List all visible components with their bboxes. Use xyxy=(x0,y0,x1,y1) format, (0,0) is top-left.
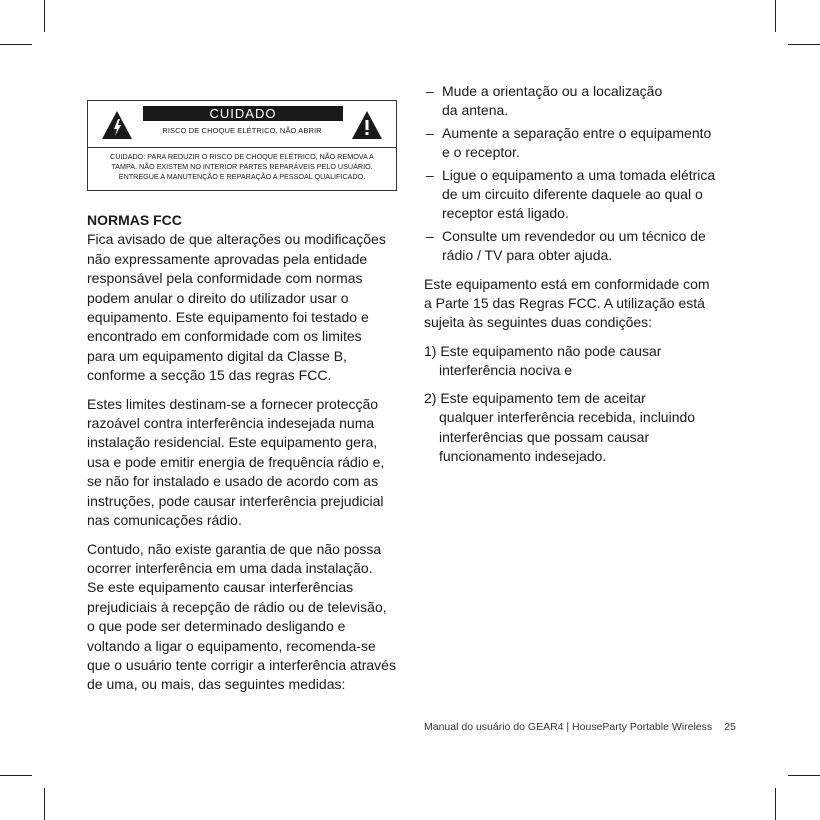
text-line: sujeita às seguintes duas condições: xyxy=(424,314,653,331)
text-line: a Parte 15 das Regras FCC. A utilização está xyxy=(424,295,705,312)
text-line: interferências que possam causar xyxy=(439,428,650,445)
electric-shock-warning-icon xyxy=(101,110,133,140)
left-column xyxy=(87,211,407,704)
text-line: encontrado em conformidade com os limites xyxy=(87,328,362,345)
crop-mark xyxy=(788,44,820,45)
measure-item xyxy=(424,82,744,121)
text-line: Mude a orientação ou a localização xyxy=(442,83,663,99)
text-line: voltando a ligar o equipamento, recomenda-se xyxy=(87,637,376,654)
text-line: instruções, pode causar interferência prejudicial xyxy=(87,492,384,509)
text-line: Aumente a separação entre o equipamento xyxy=(442,124,712,141)
caution-risk-label: RISCO DE CHOQUE ELÉTRICO, NÃO ABRIR xyxy=(162,126,322,135)
text-line: Consulte um revendedor ou um técnico de xyxy=(442,227,706,244)
crop-mark xyxy=(775,788,776,820)
text-line: Contudo, não existe garantia de que não possa xyxy=(87,540,382,557)
page-number: 25 xyxy=(724,721,736,733)
text-line: qualquer interferência recebida, incluindo xyxy=(439,409,696,426)
text-line: prejudiciais à recepção de rádio ou de televisão, xyxy=(87,598,387,615)
text-line: instalação residencial. Este equipamento gera, xyxy=(87,434,378,451)
crop-mark xyxy=(0,775,32,776)
text-line: razoável contra interferência indesejada numa xyxy=(87,415,375,432)
dash-bullet: – xyxy=(426,227,434,244)
text-line: rádio / TV para obter ajuda. xyxy=(442,247,613,264)
text-line: podem anular o direito do utilizador usar o xyxy=(87,289,349,306)
dash-bullet: – xyxy=(426,166,434,183)
condition-text: Este equipamento não pode causar xyxy=(440,342,662,359)
paragraph-compliance xyxy=(424,275,744,333)
text-line: conforme a secção 15 das regras FCC. xyxy=(87,367,332,384)
text-line: para um equipamento digital da Classe B, xyxy=(87,347,347,364)
text-line: o que pode ser determinado desligando e xyxy=(87,618,346,635)
caution-title: CUIDADO xyxy=(143,106,343,121)
text-line xyxy=(424,389,744,408)
measure-item xyxy=(424,227,744,266)
text-line: de uma, ou mais, das seguintes medidas: xyxy=(87,676,346,693)
text-line: ocorrer interferência em uma dada instalação. xyxy=(87,559,373,576)
text-line: equipamento. Este equipamento foi testado e xyxy=(87,309,369,326)
text-line xyxy=(424,342,744,361)
dash-bullet: – xyxy=(426,124,434,141)
crop-mark xyxy=(0,44,32,45)
caution-box xyxy=(87,100,397,191)
text-line: que o usuário tente corrigir a interferência através xyxy=(87,656,396,673)
caution-warning-text xyxy=(88,148,396,182)
text-line: interferência nociva e xyxy=(439,362,573,379)
crop-mark xyxy=(775,0,776,32)
paragraph-limits xyxy=(87,395,407,531)
condition-text: Este equipamento tem de aceitar xyxy=(440,389,646,406)
text-line: receptor está ligado. xyxy=(442,205,569,222)
text-line: Estes limites destinam-se a fornecer protecção xyxy=(87,395,379,412)
caution-warning-line: ENTREGUE A MANUTENÇÃO E REPARAÇÃO A PESSOAL QUALIFICADO. xyxy=(118,172,366,181)
text-line: Se este equipamento causar interferências xyxy=(87,579,354,596)
text-line: da antena. xyxy=(442,102,509,119)
text-line: funcionamento indesejado. xyxy=(439,447,607,464)
paragraph-changes-warning xyxy=(87,230,407,385)
exclamation-warning-icon xyxy=(351,110,383,140)
crop-mark xyxy=(44,0,45,32)
crop-mark xyxy=(44,788,45,820)
text-line: Ligue o equipamento a uma tomada elétrica xyxy=(442,166,716,183)
text-line: e o receptor. xyxy=(442,144,520,161)
text-line: não expressamente aprovadas pela entidade xyxy=(87,250,368,267)
measure-item xyxy=(424,124,744,163)
footer-text: Manual do usuário do GEAR4 | HouseParty Portable Wireless xyxy=(424,721,713,733)
condition-number: 1) xyxy=(424,342,437,359)
condition-item xyxy=(424,342,744,381)
crop-mark xyxy=(788,775,820,776)
text-line: usa e pode emitir energia de frequência rádio e, xyxy=(87,453,385,470)
text-line: se não for instalado e usado de acordo com as xyxy=(87,473,379,490)
measure-item xyxy=(424,166,744,224)
text-line: nas comunicações rádio. xyxy=(87,512,242,529)
caution-warning-line: CUIDADO: PARA REDUZIR O RISCO DE CHOQUE ELÉTRICO, NÃO REMOVA A xyxy=(110,152,374,161)
caution-header xyxy=(88,101,396,148)
text-line: responsável pela conformidade com normas xyxy=(87,270,363,287)
condition-item xyxy=(424,389,744,467)
right-column xyxy=(424,82,744,474)
dash-bullet: – xyxy=(426,83,434,99)
page-footer xyxy=(424,721,736,733)
condition-number: 2) xyxy=(424,389,437,406)
text-line: de um circuito diferente daquele ao qual o xyxy=(442,186,703,203)
text-line: Fica avisado de que alterações ou modificações xyxy=(87,231,386,248)
section-heading: NORMAS FCC xyxy=(87,212,182,228)
paragraph-no-guarantee xyxy=(87,540,407,695)
caution-warning-line: TAMPA. NÃO EXISTEM NO INTERIOR PARTES REPARÁVEIS PELO USUÁRIO. xyxy=(111,162,373,171)
text-line: Este equipamento está em conformidade com xyxy=(424,275,710,292)
